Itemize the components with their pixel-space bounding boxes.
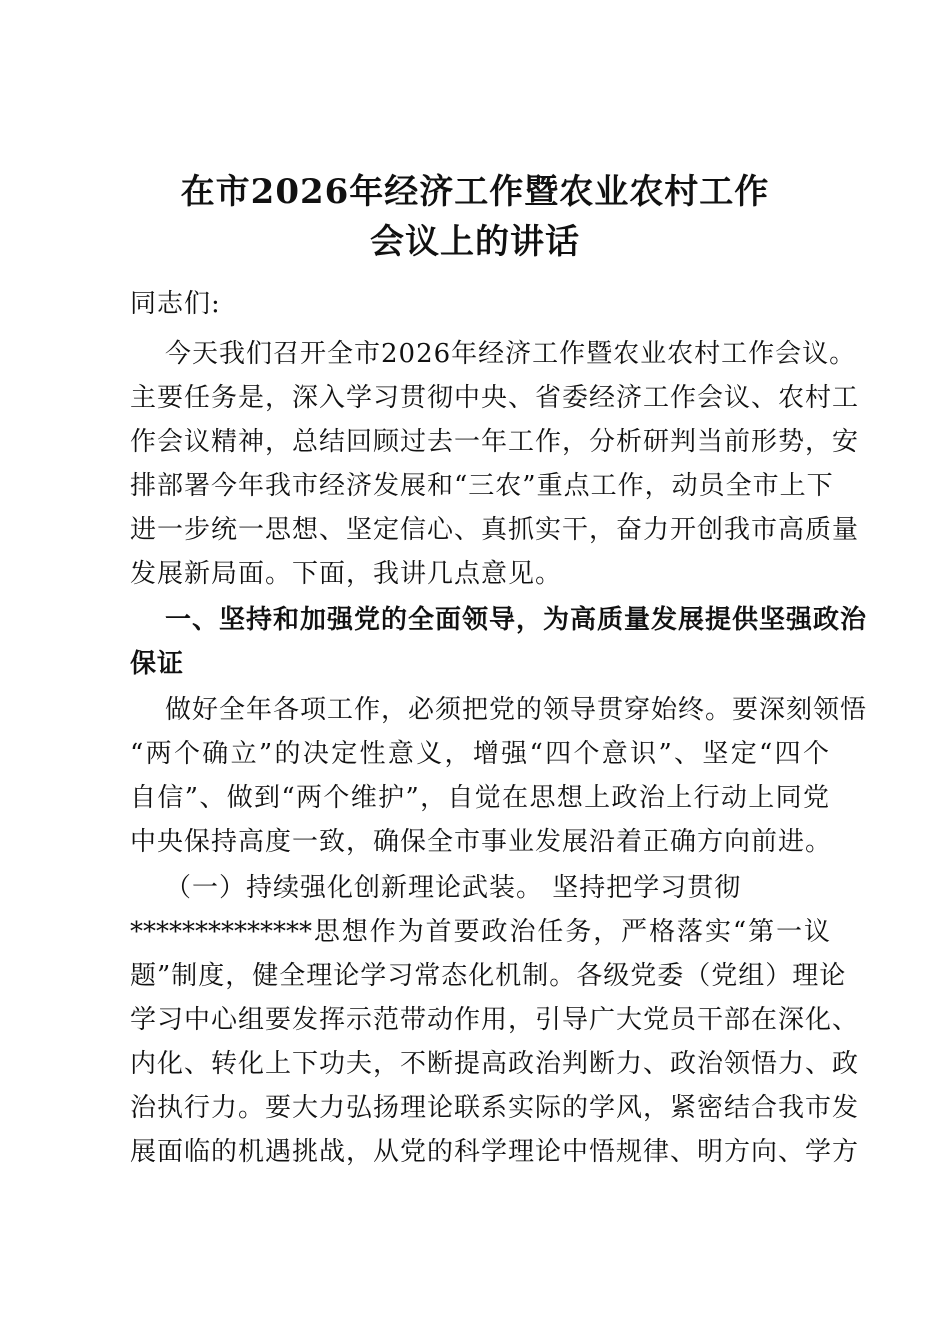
subsection-1-line-4: 学习中心组要发挥示范带动作用，引导广大党员干部在深化、 <box>130 1005 860 1035</box>
subsection-1-line-6: 治执行力。要大力弘扬理论联系实际的学风，紧密结合我市发 <box>130 1093 860 1123</box>
section-heading-1-line-1: 一、坚持和加强党的全面领导，为高质量发展提供坚强政治 <box>165 605 868 635</box>
paragraph-2-line-2: “两个确立”的决定性意义，增强“四个意识”、坚定“四个 <box>130 739 830 769</box>
subsection-1-line-5: 内化、转化上下功夫，不断提高政治判断力、政治领悟力、政 <box>130 1049 860 1079</box>
subsection-1-line-1: （一）持续强化创新理论武装。 坚持把学习贯彻 <box>165 873 742 903</box>
salutation: 同志们: <box>130 289 221 319</box>
paragraph-1-line-6: 发展新局面。下面，我讲几点意见。 <box>130 559 563 589</box>
subsection-1-line-3: 题”制度，健全理论学习常态化机制。各级党委（党组）理论 <box>130 961 847 991</box>
paragraph-2-line-4: 中央保持高度一致，确保全市事业发展沿着正确方向前进。 <box>130 827 833 857</box>
paragraph-1-line-5: 进一步统一思想、坚定信心、真抓实干，奋力开创我市高质量 <box>130 515 860 545</box>
paragraph-1-line-3: 作会议精神，总结回顾过去一年工作，分析研判当前形势，安 <box>130 427 860 457</box>
document-title-line-2: 会议上的讲话 <box>370 222 580 262</box>
section-heading-1-line-2: 保证 <box>130 649 185 679</box>
subsection-1-line-2: **************思想作为首要政治任务，严格落实“第一议 <box>130 917 830 947</box>
paragraph-2-line-3: 自信”、做到“两个维护”，自觉在思想上政治上行动上同党 <box>130 783 830 813</box>
paragraph-1-line-4: 排部署今年我市经济发展和“三农”重点工作，动员全市上下 <box>130 471 834 501</box>
paragraph-1-line-1: 今天我们召开全市2026年经济工作暨农业农村工作会议。 <box>165 339 857 369</box>
paragraph-1-line-2: 主要任务是，深入学习贯彻中央、省委经济工作会议、农村工 <box>130 383 860 413</box>
subsection-1-line-7: 展面临的机遇挑战，从党的科学理论中悟规律、明方向、学方 <box>130 1137 860 1167</box>
document-title-line-1: 在市2026年经济工作暨农业农村工作 <box>180 172 770 212</box>
paragraph-2-line-1: 做好全年各项工作，必须把党的领导贯穿始终。要深刻领悟 <box>165 695 868 725</box>
